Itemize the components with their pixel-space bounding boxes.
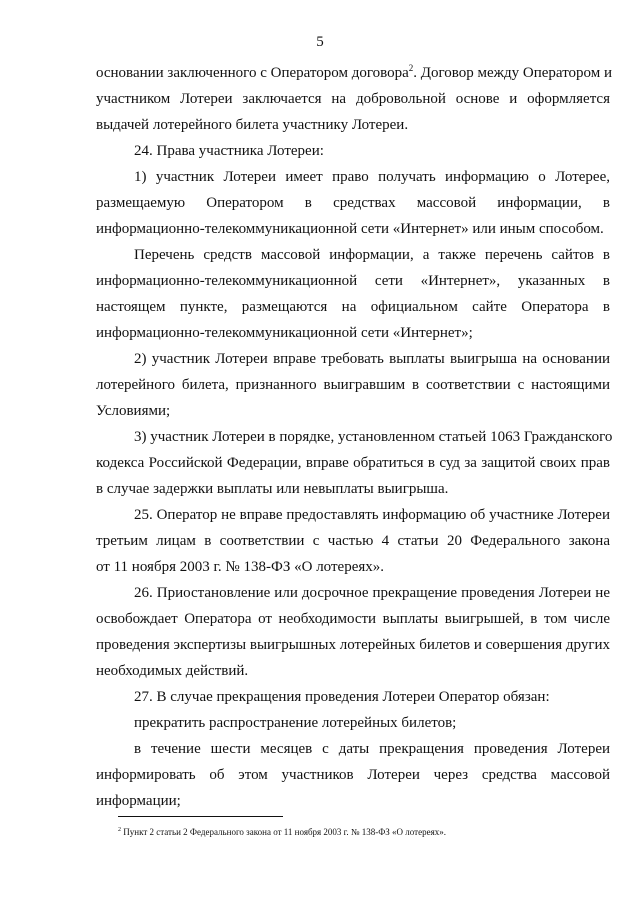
text-line: Перечень средств массовой информации, а также перечень сайтов в	[134, 247, 610, 263]
text-line: освобождает Оператора от необходимости выплаты выигрышей, в том числе	[96, 611, 610, 627]
text-line: участником Лотереи заключается на добровольной основе и оформляется	[96, 91, 610, 107]
text-line: лотерейного билета, признанного выигравшим в соответствии с настоящими	[96, 377, 610, 393]
text-line: выдачей лотерейного билета участнику Лотереи.	[96, 117, 409, 133]
text-line: настоящем пункте, размещаются на официальном сайте Оператора в	[96, 299, 610, 315]
footnote-divider	[118, 816, 283, 817]
section-heading: 24. Права участника Лотереи:	[134, 143, 324, 159]
text-line: третьим лицам в соответствии с частью 4 статьи 20 Федерального закона	[96, 533, 610, 549]
text-line: от 11 ноября 2003 г. № 138-ФЗ «О лотереях».	[96, 559, 384, 575]
text-line: проведения экспертизы выигрышных лотерейных билетов и совершения других	[96, 637, 610, 653]
text-line: прекратить распространение лотерейных билетов;	[134, 715, 457, 731]
text-line: 1) участник Лотереи имеет право получать информацию о Лотерее,	[134, 169, 610, 185]
text-line: информационно-телекоммуникационной сети «Интернет» или иным способом.	[96, 221, 604, 237]
text-line: информационно-телекоммуникационной сети «Интернет», указанных в	[96, 273, 610, 289]
text-line: размещаемую Оператором в средствах массовой информации, в	[96, 195, 610, 211]
text-line: 25. Оператор не вправе предоставлять информацию об участнике Лотереи	[134, 507, 610, 523]
text-line: 26. Приостановление или досрочное прекращение проведения Лотереи не	[134, 585, 610, 601]
section-heading: 27. В случае прекращения проведения Лотереи Оператор обязан:	[134, 689, 550, 705]
text-line: основании заключенного с Оператором договора$^2$. Договор между Оператором и	[96, 63, 613, 81]
text-line: 2) участник Лотереи вправе требовать выплаты выигрыша на основании	[134, 351, 610, 367]
footnote	[118, 826, 446, 838]
text-line: Условиями;	[96, 403, 171, 419]
text-line: информации;	[96, 793, 181, 809]
text-line: информировать об этом участников Лотереи через средства массовой	[96, 767, 610, 783]
text-line: необходимых действий.	[96, 663, 249, 679]
text-line: кодекса Российской Федерации, вправе обратиться в суд за защитой своих прав	[96, 455, 610, 471]
text-line: информационно-телекоммуникационной сети «Интернет»;	[96, 325, 473, 341]
text-line: 3) участник Лотереи в порядке, установленном статьей 1063 Гражданского	[134, 429, 613, 445]
footnote-text: Пункт 2 статьи 2 Федерального закона от 11 ноября 2003 г. № 138-ФЗ «О лотереях».	[121, 827, 446, 837]
page-number: 5	[316, 34, 324, 50]
text-line: в течение шести месяцев с даты прекращения проведения Лотереи	[134, 741, 610, 757]
footnote-marker: 2	[118, 827, 121, 833]
text-line: в случае задержки выплаты или невыплаты выигрыша.	[96, 481, 449, 497]
footnote-ref: 2	[408, 63, 414, 73]
